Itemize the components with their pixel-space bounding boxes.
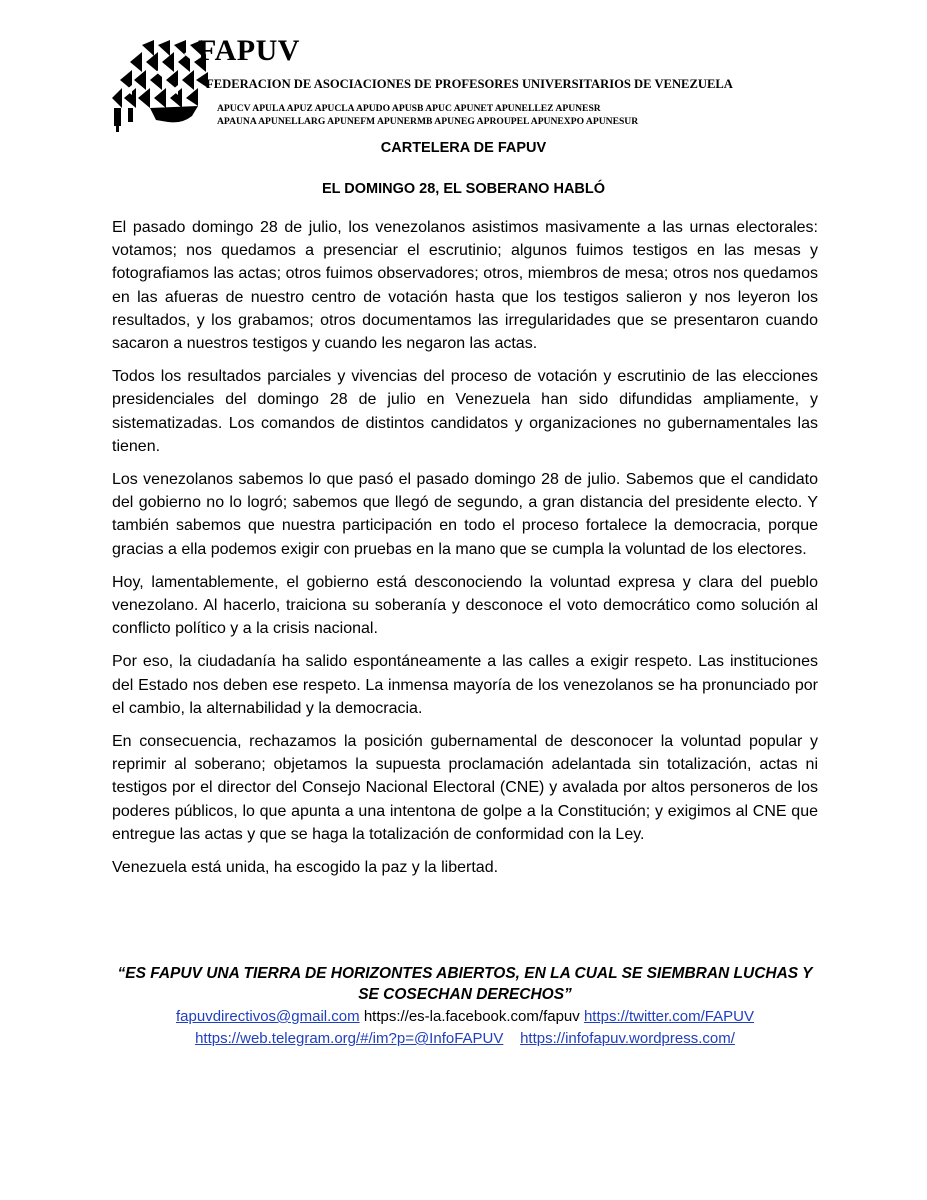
associations-list bbox=[217, 102, 638, 128]
paragraph-1: El pasado domingo 28 de julio, los venezolanos asistimos masivamente a las urnas electorales: votamos; nos quedamos a presenciar el escrutinio; algunos fuimos testigos en las mesas y fotografiamos las actas; otros fuimos observadores; otros, miembros de mesa; otros nos quedamos en las afueras de nuestro centro de votación hasta que los testigos salieron y nos leyeron los resultados, y los grabamos; otros documentamos las irregularidades que se presentaron cuando sacaron a nuestros testigos y cuando les negaron las actas. bbox=[112, 219, 818, 353]
paragraph-2: Todos los resultados parciales y vivencias del proceso de votación y escrutinio de las elecciones presidenciales del domingo 28 de julio en Venezuela han sido difundidas ampliamente, y sistematizadas. Los comandos de distintos candidatos y organizaciones no gubernamentales las tienen. bbox=[112, 368, 818, 455]
paragraph-6: En consecuencia, rechazamos la posición gubernamental de desconocer la voluntad popular y reprimir al soberano; objetamos la supuesta proclamación adelantada sin totalización, actas ni testigos por el director del Consejo Nacional Electoral (CNE) y avalada por altos personeros de los poderes públicos, lo que apunta a una intentona de golpe a la Constitución; y exigimos al CNE que entregue las actas y que se haga la totalización de conformidad con la Ley. bbox=[112, 733, 818, 843]
twitter-link[interactable]: https://twitter.com/FAPUV bbox=[583, 1008, 754, 1025]
paragraph-3: Los venezolanos sabemos lo que pasó el pasado domingo 28 de julio. Sabemos que el candidato del gobierno no lo logró; sabemos que llegó de segundo, a gran distancia del presidente electo. Y también sabemos que nuestra participación en todo el proceso fortalece la democracia, porque gracias a ella podemos exigir con pruebas en la mano que se cumpla la voluntad de los electores. bbox=[112, 471, 818, 558]
paragraph-5: Por eso, la ciudadanía ha salido espontáneamente a las calles a exigir respeto. Las instituciones del Estado nos deben ese respeto. La inmensa mayoría de los venezolanos se ha pronunciado por el cambio, la alternabilidad y la democracia. bbox=[112, 653, 818, 717]
email-link[interactable]: fapuvdirectivos@gmail.com bbox=[176, 1008, 360, 1025]
org-full-name: FEDERACION DE ASOCIACIONES DE PROFESORES UNIVERSITARIOS DE VENEZUELA bbox=[206, 77, 733, 91]
paragraph-4: Hoy, lamentablemente, el gobierno está desconociendo la voluntad expresa y clara del pueblo venezolano. Al hacerlo, traiciona su soberanía y desconoce el voto democrático como solución al conflicto político y a la crisis nacional. bbox=[112, 573, 818, 638]
associations-line-2: APAUNA APUNELLARG APUNEFM APUNERMB APUNEG APROUPEL APUNEXPO APUNESUR bbox=[217, 116, 639, 127]
links-line-2 bbox=[112, 1028, 818, 1050]
telegram-link[interactable]: https://web.telegram.org/#/im?p=@InfoFAPUV bbox=[195, 1030, 504, 1047]
page-subheading: EL DOMINGO 28, EL SOBERANO HABLÓ bbox=[321, 181, 606, 197]
links-line-1 bbox=[112, 1006, 818, 1028]
facebook-link[interactable]: https://es-la.facebook.com/fapuv bbox=[363, 1008, 580, 1025]
body-text bbox=[112, 216, 818, 889]
associations-line-1: APUCV APULA APUZ APUCLA APUDO APUSB APUC APUNET APUNELLEZ APUNESR bbox=[217, 103, 601, 114]
fapuv-logo-icon bbox=[112, 40, 208, 132]
contact-links bbox=[112, 1006, 818, 1050]
wordpress-link[interactable]: https://infofapuv.wordpress.com/ bbox=[520, 1030, 735, 1047]
motto: “ES FAPUV UNA TIERRA DE HORIZONTES ABIERTOS, EN LA CUAL SE SIEMBRAN LUCHAS Y SE COSECHAN DERECHOS” bbox=[117, 965, 813, 1003]
page-heading: CARTELERA DE FAPUV bbox=[380, 140, 547, 156]
paragraph-7: Venezuela está unida, ha escogido la paz y la libertad. bbox=[112, 859, 499, 877]
org-name: FAPUV bbox=[198, 34, 300, 67]
